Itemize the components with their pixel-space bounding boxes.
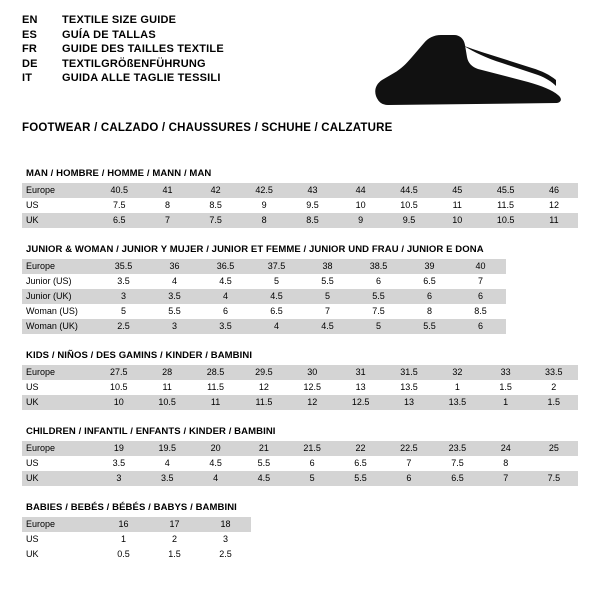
table-row xyxy=(22,198,578,213)
size-cell: 25 xyxy=(530,441,578,456)
size-cell: 5.5 xyxy=(336,471,384,486)
size-cell: 10 xyxy=(337,198,385,213)
size-cell: 27.5 xyxy=(95,365,143,380)
language-title-list xyxy=(22,14,224,87)
size-cell: 28 xyxy=(143,365,191,380)
size-cell: 3 xyxy=(200,532,251,547)
table-row xyxy=(22,517,251,532)
language-row xyxy=(22,29,224,44)
size-cell: 45.5 xyxy=(481,183,530,198)
size-cell: 10.5 xyxy=(143,395,191,410)
size-cell: 2.5 xyxy=(200,547,251,562)
table-row xyxy=(22,380,578,395)
language-row xyxy=(22,14,224,29)
size-cell: 46 xyxy=(530,183,578,198)
size-cell: 4.5 xyxy=(251,289,302,304)
language-code: FR xyxy=(22,43,38,55)
table-row xyxy=(22,456,578,471)
table-row xyxy=(22,532,251,547)
size-cell: 44 xyxy=(337,183,385,198)
size-cell: 1.5 xyxy=(530,395,578,410)
language-code: DE xyxy=(22,57,38,70)
size-cell: 8 xyxy=(404,304,455,319)
size-cell: 3.5 xyxy=(143,471,192,486)
category-title: FOOTWEAR / CALZADO / CHAUSSURES / SCHUHE / CALZATURE xyxy=(22,122,393,134)
size-cell: 6 xyxy=(353,274,404,289)
page-header xyxy=(22,14,578,110)
size-cell: 42 xyxy=(192,183,240,198)
size-cell: 44.5 xyxy=(385,183,434,198)
language-text: GUIDE DES TAILLES TEXTILE xyxy=(62,43,224,55)
row-label: US xyxy=(22,456,95,471)
size-cell: 6.5 xyxy=(433,471,482,486)
size-cell: 28.5 xyxy=(191,365,239,380)
size-cell: 4.5 xyxy=(192,456,240,471)
row-label: Woman (UK) xyxy=(22,319,98,334)
size-cell: 6 xyxy=(385,471,434,486)
size-cell: 33 xyxy=(482,365,530,380)
size-table-junior-woman xyxy=(22,259,506,334)
size-cell: 0.5 xyxy=(98,547,149,562)
size-cell: 13.5 xyxy=(385,380,433,395)
size-cell: 12 xyxy=(288,395,336,410)
table-row xyxy=(22,365,578,380)
size-cell: 11.5 xyxy=(191,380,239,395)
size-cell: 5.5 xyxy=(240,456,288,471)
size-cell: 11.5 xyxy=(240,395,288,410)
size-cell: 5.5 xyxy=(353,289,404,304)
size-cell: 13.5 xyxy=(433,395,481,410)
size-cell xyxy=(530,456,578,471)
size-cell: 6 xyxy=(288,456,337,471)
size-table-kids xyxy=(22,365,578,410)
row-label: UK xyxy=(22,547,98,562)
size-cell: 7.5 xyxy=(192,213,240,228)
size-cell: 4.5 xyxy=(200,274,251,289)
size-cell: 5 xyxy=(353,319,404,334)
size-cell: 5 xyxy=(251,274,302,289)
size-cell: 1 xyxy=(98,532,149,547)
size-cell: 22 xyxy=(336,441,384,456)
size-cell: 36.5 xyxy=(200,259,251,274)
size-cell: 12.5 xyxy=(337,395,385,410)
group-title: BABIES / BEBÉS / BÉBÉS / BABYS / BAMBINI xyxy=(26,502,237,513)
table-row xyxy=(22,213,578,228)
size-cell: 10.5 xyxy=(481,213,530,228)
table-row xyxy=(22,319,506,334)
size-cell: 16 xyxy=(98,517,149,532)
group-title: JUNIOR & WOMAN / JUNIOR Y MUJER / JUNIOR ET FEMME / JUNIOR UND FRAU / JUNIOR E DONA xyxy=(26,244,484,255)
size-cell: 19 xyxy=(95,441,143,456)
size-group-children xyxy=(22,426,578,486)
size-cell: 37.5 xyxy=(251,259,302,274)
size-group-man xyxy=(22,168,578,228)
row-label: UK xyxy=(22,213,95,228)
row-label: US xyxy=(22,198,95,213)
size-cell: 12.5 xyxy=(288,380,336,395)
size-cell: 10.5 xyxy=(385,198,434,213)
size-cell: 6 xyxy=(455,319,506,334)
size-cell: 1 xyxy=(482,395,530,410)
row-label: UK xyxy=(22,471,95,486)
size-cell: 4 xyxy=(192,471,240,486)
row-label: Junior (US) xyxy=(22,274,98,289)
size-cell: 3.5 xyxy=(95,456,143,471)
table-row xyxy=(22,547,251,562)
row-label: US xyxy=(22,380,95,395)
size-cell: 40.5 xyxy=(95,183,144,198)
size-cell: 13 xyxy=(337,380,385,395)
language-text: GUIDA ALLE TAGLIE TESSILI xyxy=(62,72,221,84)
table-row xyxy=(22,183,578,198)
language-text: TEXTILGRÖßENFÜHRUNG xyxy=(62,57,206,70)
size-cell: 32 xyxy=(433,365,481,380)
size-group-junior-woman xyxy=(22,244,578,334)
size-cell: 6.5 xyxy=(404,274,455,289)
size-cell: 13 xyxy=(385,395,433,410)
size-cell: 8 xyxy=(482,456,530,471)
language-title-list-body xyxy=(22,14,224,87)
dress-shoe-icon xyxy=(368,30,568,110)
size-cell: 5 xyxy=(288,471,337,486)
size-cell: 12 xyxy=(530,198,578,213)
size-cell: 45 xyxy=(433,183,481,198)
size-cell: 6 xyxy=(455,289,506,304)
table-row xyxy=(22,304,506,319)
size-cell: 3 xyxy=(98,289,149,304)
size-cell: 4.5 xyxy=(302,319,353,334)
size-cell: 3.5 xyxy=(149,289,200,304)
size-cell: 3.5 xyxy=(200,319,251,334)
table-row xyxy=(22,395,578,410)
language-code: ES xyxy=(22,28,38,41)
size-cell: 4 xyxy=(143,456,192,471)
size-cell: 12 xyxy=(240,380,288,395)
size-cell: 9 xyxy=(240,198,289,213)
size-cell: 7 xyxy=(455,274,506,289)
size-cell: 2.5 xyxy=(98,319,149,334)
size-cell: 7.5 xyxy=(95,198,144,213)
size-cell: 6 xyxy=(404,289,455,304)
size-cell: 7 xyxy=(385,456,434,471)
size-cell: 3.5 xyxy=(98,274,149,289)
language-row xyxy=(22,58,224,73)
row-label: Europe xyxy=(22,441,95,456)
size-cell: 24 xyxy=(482,441,530,456)
size-cell: 11.5 xyxy=(481,198,530,213)
size-cell: 5.5 xyxy=(404,319,455,334)
size-cell: 23.5 xyxy=(433,441,482,456)
row-label: Europe xyxy=(22,517,98,532)
size-cell: 4 xyxy=(251,319,302,334)
size-cell: 7 xyxy=(144,213,192,228)
row-label: Europe xyxy=(22,365,95,380)
size-table-children xyxy=(22,441,578,486)
size-cell: 9.5 xyxy=(288,198,336,213)
size-cell: 10.5 xyxy=(95,380,143,395)
size-cell: 10 xyxy=(95,395,143,410)
size-cell: 38 xyxy=(302,259,353,274)
size-cell: 8.5 xyxy=(288,213,336,228)
size-cell: 11 xyxy=(530,213,578,228)
size-cell: 2 xyxy=(149,532,200,547)
size-cell: 6.5 xyxy=(95,213,144,228)
language-text: TEXTILE SIZE GUIDE xyxy=(62,14,177,26)
group-title: MAN / HOMBRE / HOMME / MANN / MAN xyxy=(26,168,212,179)
size-cell: 7 xyxy=(482,471,530,486)
table-row xyxy=(22,289,506,304)
size-group-babies xyxy=(22,502,578,562)
size-cell: 43 xyxy=(288,183,336,198)
size-cell: 21.5 xyxy=(288,441,337,456)
size-cell: 20 xyxy=(192,441,240,456)
size-cell: 21 xyxy=(240,441,288,456)
size-cell: 2 xyxy=(530,380,578,395)
table-row xyxy=(22,441,578,456)
language-code: EN xyxy=(22,14,38,26)
row-label: Europe xyxy=(22,259,98,274)
size-cell: 33.5 xyxy=(530,365,578,380)
size-cell: 6 xyxy=(200,304,251,319)
size-cell: 11 xyxy=(433,198,481,213)
size-cell: 6.5 xyxy=(336,456,384,471)
size-cell: 11 xyxy=(143,380,191,395)
size-cell: 19.5 xyxy=(143,441,192,456)
size-cell: 31 xyxy=(337,365,385,380)
size-cell: 9 xyxy=(337,213,385,228)
size-cell: 40 xyxy=(455,259,506,274)
size-cell: 8 xyxy=(144,198,192,213)
size-cell: 4.5 xyxy=(240,471,288,486)
size-cell: 29.5 xyxy=(240,365,288,380)
size-cell: 7 xyxy=(302,304,353,319)
size-table-man xyxy=(22,183,578,228)
size-cell: 11 xyxy=(191,395,239,410)
size-cell: 8.5 xyxy=(192,198,240,213)
size-cell: 4 xyxy=(149,274,200,289)
size-cell: 30 xyxy=(288,365,336,380)
language-row xyxy=(22,72,224,87)
table-row xyxy=(22,259,506,274)
table-row xyxy=(22,274,506,289)
size-cell: 3 xyxy=(149,319,200,334)
row-label: UK xyxy=(22,395,95,410)
row-label: US xyxy=(22,532,98,547)
row-label: Junior (UK) xyxy=(22,289,98,304)
size-cell: 31.5 xyxy=(385,365,433,380)
size-cell: 9.5 xyxy=(385,213,434,228)
size-table-babies xyxy=(22,517,251,562)
table-row xyxy=(22,471,578,486)
group-title: KIDS / NIÑOS / DES GAMINS / KINDER / BAMBINI xyxy=(26,350,253,361)
size-cell: 1 xyxy=(433,380,481,395)
size-cell: 10 xyxy=(433,213,481,228)
size-cell: 6.5 xyxy=(251,304,302,319)
size-cell: 5 xyxy=(302,289,353,304)
language-text: GUÍA DE TALLAS xyxy=(62,28,156,41)
size-cell: 35.5 xyxy=(98,259,149,274)
size-cell: 41 xyxy=(144,183,192,198)
size-cell: 1.5 xyxy=(482,380,530,395)
size-cell: 5.5 xyxy=(302,274,353,289)
language-row xyxy=(22,43,224,58)
size-cell: 4 xyxy=(200,289,251,304)
size-cell: 17 xyxy=(149,517,200,532)
size-cell: 7.5 xyxy=(433,456,482,471)
size-group-kids xyxy=(22,350,578,410)
size-cell: 7.5 xyxy=(530,471,578,486)
size-cell: 18 xyxy=(200,517,251,532)
row-label: Woman (US) xyxy=(22,304,98,319)
size-cell: 1.5 xyxy=(149,547,200,562)
row-label: Europe xyxy=(22,183,95,198)
language-code: IT xyxy=(22,72,33,84)
size-cell: 8.5 xyxy=(455,304,506,319)
size-cell: 8 xyxy=(240,213,289,228)
size-cell: 5 xyxy=(98,304,149,319)
size-cell: 3 xyxy=(95,471,143,486)
size-cell: 5.5 xyxy=(149,304,200,319)
size-cell: 36 xyxy=(149,259,200,274)
size-cell: 38.5 xyxy=(353,259,404,274)
size-cell: 22.5 xyxy=(385,441,434,456)
size-cell: 7.5 xyxy=(353,304,404,319)
size-cell: 42.5 xyxy=(240,183,289,198)
size-cell: 39 xyxy=(404,259,455,274)
group-title: CHILDREN / INFANTIL / ENFANTS / KINDER / BAMBINI xyxy=(26,426,276,437)
